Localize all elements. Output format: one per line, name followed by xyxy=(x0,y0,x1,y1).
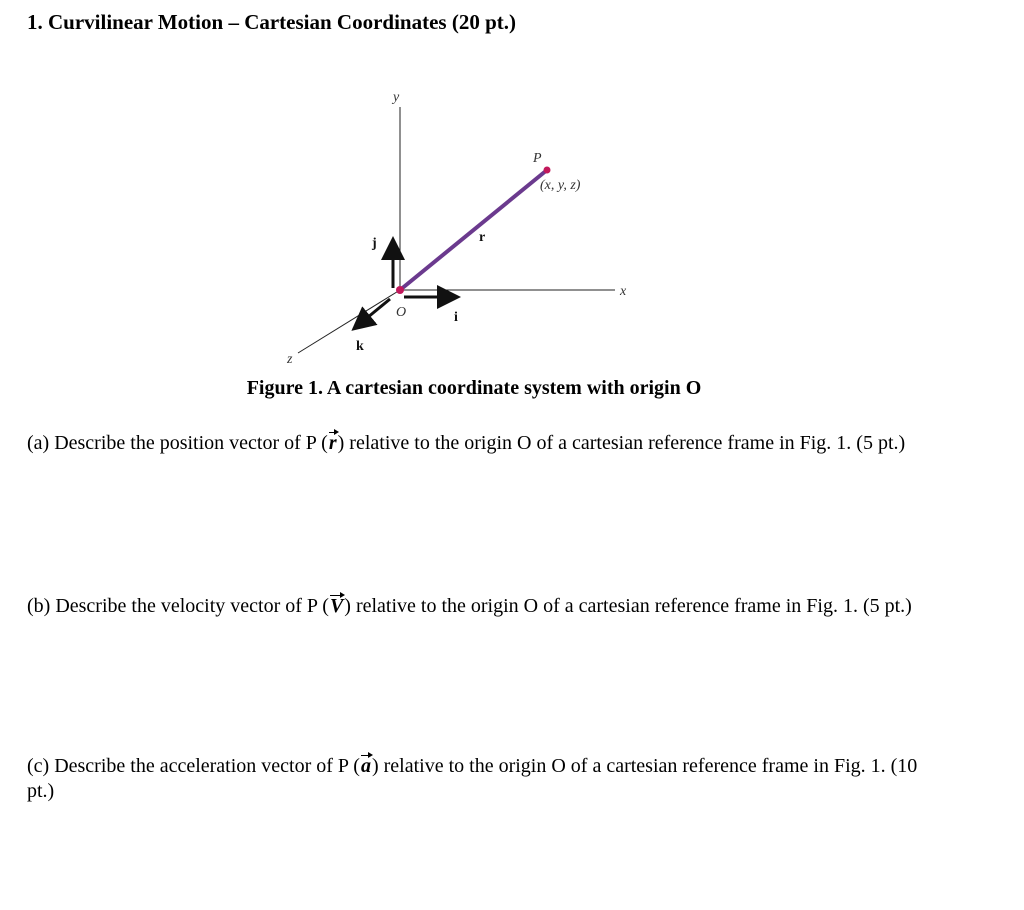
point-p xyxy=(544,167,551,174)
position-vector-r xyxy=(400,170,547,290)
origin-point xyxy=(396,286,404,294)
unit-i-label: i xyxy=(454,310,458,325)
point-p-label: P xyxy=(533,151,542,166)
coordinate-diagram xyxy=(270,85,660,370)
question-c xyxy=(27,754,927,804)
x-axis-label: x xyxy=(620,284,627,299)
unit-j-label: j xyxy=(372,236,377,251)
question-a xyxy=(27,431,927,456)
unit-vector-k-arrow xyxy=(356,299,390,327)
question-c-text-end: ) relative to the origin O of a cartesian reference frame in Fig. 1. (10 pt.) xyxy=(27,755,918,802)
acceleration-vector-symbol: a xyxy=(360,755,371,777)
question-b-text-start: (b) Describe the velocity vector of P ( xyxy=(27,595,329,617)
vector-r-label: r xyxy=(479,230,486,245)
z-axis-line xyxy=(298,290,400,353)
figure-caption: Figure 1. A cartesian coordinate system with origin O xyxy=(246,377,702,399)
velocity-vector-symbol: V xyxy=(329,595,344,617)
z-axis-label: z xyxy=(287,352,293,367)
question-b xyxy=(27,594,927,619)
unit-k-label: k xyxy=(356,339,364,354)
point-coords-label: (x, y, z) xyxy=(540,178,581,193)
coordinate-figure xyxy=(270,85,660,370)
question-a-text-start: (a) Describe the position vector of P ( xyxy=(27,432,328,454)
page-title: 1. Curvilinear Motion – Cartesian Coordinates (20 pt.) xyxy=(27,10,516,34)
y-axis-label: y xyxy=(393,90,400,105)
question-a-text-end: ) relative to the origin O of a cartesian reference frame in Fig. 1. (5 pt.) xyxy=(337,432,906,454)
question-c-text-start: (c) Describe the acceleration vector of P ( xyxy=(27,755,360,777)
question-b-text-end: ) relative to the origin O of a cartesian reference frame in Fig. 1. (5 pt.) xyxy=(344,595,912,617)
origin-label: O xyxy=(396,305,407,320)
position-vector-symbol: r xyxy=(328,432,337,454)
